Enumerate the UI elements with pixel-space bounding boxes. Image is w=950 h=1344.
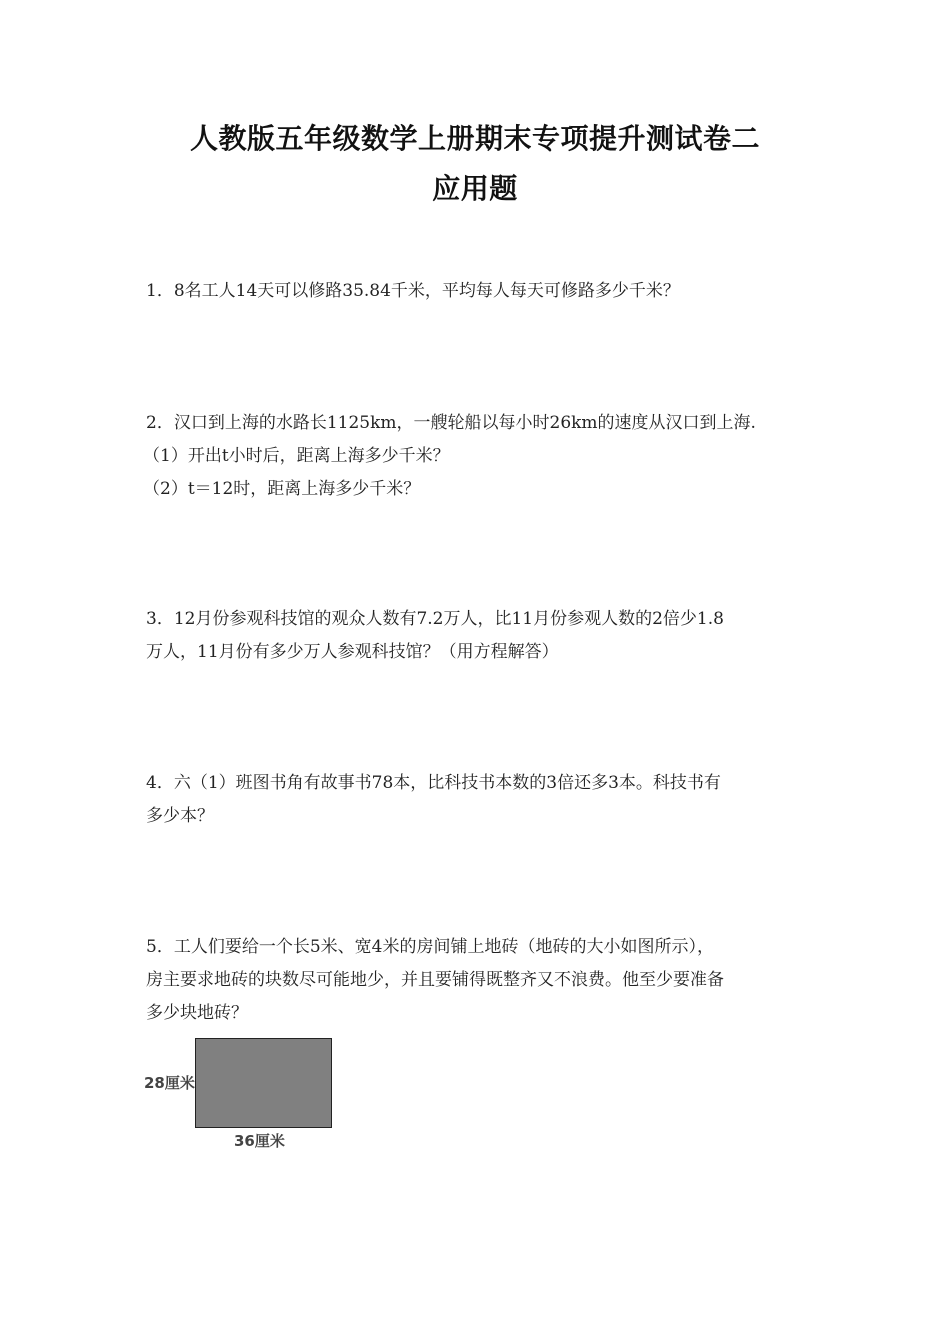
tile-width-label: 36厘米: [234, 1132, 285, 1150]
question-2-line-1: 2．汉口到上海的水路长1125km，一艘轮船以每小时26km的速度从汉口到上海.: [146, 413, 756, 433]
page-subtitle: 应用题: [432, 172, 518, 205]
question-3-line-1: 3．12月份参观科技馆的观众人数有7.2万人，比11月份参观人数的2倍少1.8: [146, 609, 724, 629]
question-3-line-2: 万人，11月份有多少万人参观科技馆？（用方程解答）: [146, 642, 559, 662]
page-title: 人教版五年级数学上册期末专项提升测试卷二: [189, 122, 760, 155]
question-2-part-1: （1）开出t小时后，距离上海多少千米？: [143, 446, 450, 466]
question-5-line-3: 多少块地砖？: [146, 1003, 248, 1023]
floor-tile-rectangle: [195, 1038, 332, 1128]
question-4-line-2: 多少本？: [146, 806, 214, 826]
question-1-line-1: 1．8名工人14天可以修路35.84千米，平均每人每天可修路多少千米？: [146, 281, 680, 301]
tile-height-label: 28厘米: [144, 1074, 195, 1092]
question-5-line-2: 房主要求地砖的块数尽可能地少，并且要铺得既整齐又不浪费。他至少要准备: [146, 970, 724, 990]
question-2-part-2: （2）t＝12时，距离上海多少千米？: [143, 479, 421, 499]
question-4-line-1: 4．六（1）班图书角有故事书78本，比科技书本数的3倍还多3本。科技书有: [146, 773, 721, 793]
tile-figure: [140, 1030, 350, 1160]
question-5-line-1: 5．工人们要给一个长5米、宽4米的房间铺上地砖（地砖的大小如图所示），: [146, 937, 714, 957]
